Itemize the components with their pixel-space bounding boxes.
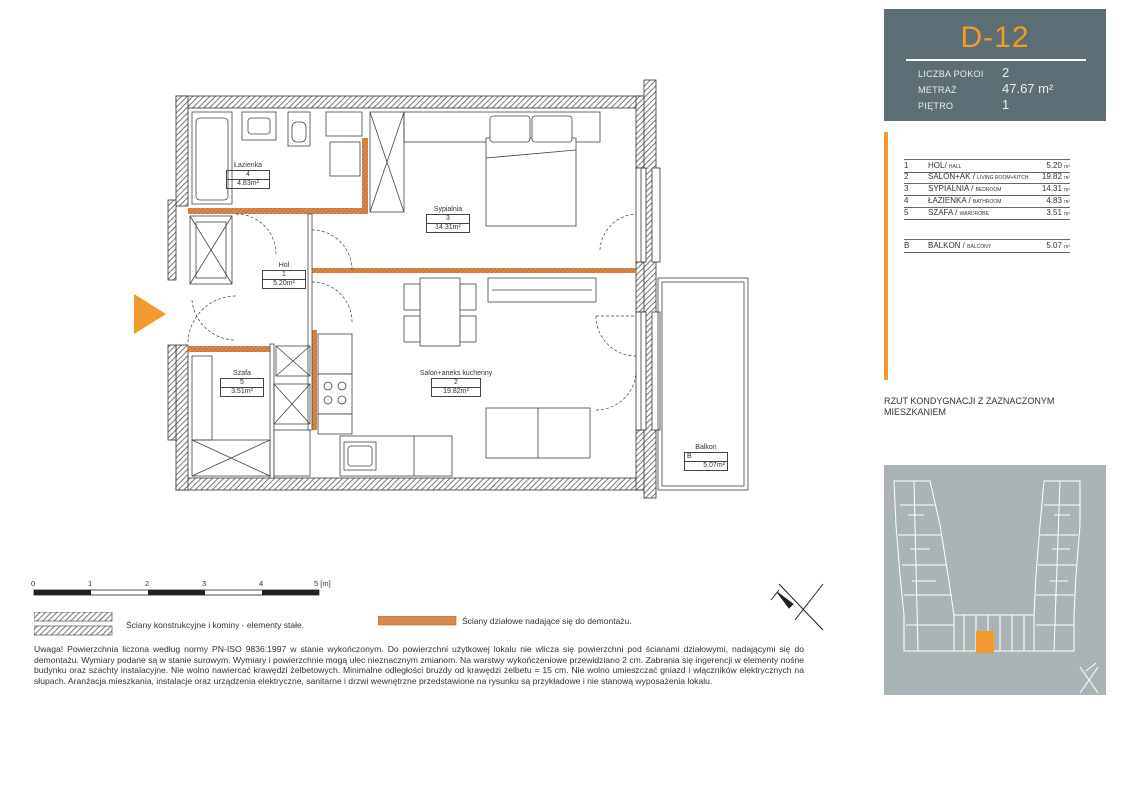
scale-tick: 1: [88, 579, 93, 588]
bathroom-fixtures: [192, 112, 362, 204]
scale-tick: 0: [31, 579, 36, 588]
row-area: 19.82: [1041, 172, 1062, 181]
row-unit: m²: [1064, 199, 1070, 205]
row-unit: m²: [1064, 175, 1070, 181]
apartment-header: [884, 9, 1106, 121]
stat-value: 2: [1002, 65, 1010, 80]
legend-structural-label: Ściany konstrukcyjne i kominy - elementy stałe.: [126, 620, 305, 630]
row-name-en: WARDROBE: [959, 211, 989, 217]
row-name-en: BALCONY: [967, 244, 992, 250]
room-no-sypialnia: 3: [427, 215, 469, 224]
room-name-szafa: Szafa: [233, 370, 251, 377]
north-arrow-small-icon: [1080, 663, 1098, 693]
room-name-hol: Hol: [278, 262, 290, 269]
room-area-sypialnia: 14.31m²: [435, 224, 461, 231]
apartment-code: D-12: [960, 21, 1030, 54]
row-number: 4: [904, 196, 909, 205]
room-area-balkon: 5.07m²: [703, 462, 725, 469]
row-name: SYPIALNIA /: [928, 184, 974, 193]
row-area: 14.31: [1041, 184, 1062, 193]
north-arrow-icon: [765, 580, 825, 632]
row-name: ŁAZIENKA /: [928, 196, 971, 205]
room-name-balkon: Balkon: [695, 444, 717, 451]
room-area-lazienka: 4.83m²: [237, 180, 259, 187]
room-area-szafa: 3.51m²: [231, 388, 253, 395]
row-number: 1: [904, 161, 909, 170]
key-plan: [884, 465, 1106, 695]
row-number: 2: [904, 172, 909, 181]
table-row: [904, 207, 1070, 220]
kitchen: [274, 334, 452, 476]
room-no-balkon: B: [685, 453, 727, 462]
row-unit: m²: [1064, 187, 1070, 193]
room-name-sypialnia: Sypialnia: [433, 206, 463, 213]
row-area: 4.83: [1046, 196, 1062, 205]
key-plan-drawing: [884, 465, 1106, 695]
stat-label: LICZBA POKOI: [918, 69, 984, 79]
stat-floor: [918, 99, 1088, 113]
scale-tick: 2: [145, 579, 150, 588]
entrance-arrow-icon: [134, 294, 166, 334]
legend-partition-label: Ściany działowe nadające się do demontażu.: [462, 616, 632, 626]
room-area-hol: 5.20m²: [273, 280, 295, 287]
row-unit: m²: [1064, 164, 1070, 170]
stat-label: METRAŻ: [918, 85, 957, 95]
stat-rooms: [918, 67, 1088, 81]
row-name-en: LIVING ROOM+KITCH.: [977, 175, 1030, 181]
legend-structural-swatch: [34, 612, 114, 638]
room-table: [884, 132, 1094, 382]
legend-partition-swatch: [378, 616, 458, 626]
scale-tick: 5 [m]: [314, 579, 331, 588]
row-unit: m²: [1064, 244, 1070, 250]
table-row-balcony: [904, 239, 1070, 253]
row-area: 5.07: [1046, 241, 1062, 250]
header-rule: [906, 59, 1086, 61]
row-number: 3: [904, 184, 909, 193]
room-name-lazienka: Łazienka: [233, 162, 263, 169]
stat-value: 1: [1002, 97, 1010, 112]
row-name-en: BEDROOM: [975, 187, 1002, 193]
room-no-szafa: 5: [221, 379, 263, 388]
disclaimer-note: Uwaga! Powierzchnia liczona według normy PN-ISO 9836:1997 w stanie wykończonym. Do powierzchni użytkowej lokalu nie wlicza się powierzchni pod ścianami działowymi, nadającymi się do demontażu. Wymiary podane są w stanie surowym. Wymiary i powierzchnie mogą ulec nieznacznym zmianom. Na warstwy wykończeniowe przewidziano 2 cm. Zabrania się ingerencji w elementy nośne budynku oraz szachty instalacyjne. Nie wolno nawiercać krawędzi żelbetowych. Minimalne odległości bruzdy od krawędzi żelbetu = 15 cm. Nie wolno umieszczać gniazd i włączników elektrycznych na słupach. Aranżacja mieszkania, instalacje oraz urządzenia elektryczne, sanitarne i drzwi wewnętrzne przedstawione na rysunku są przykładowe i nie stanową wyposażenia lokalu.: [34, 644, 804, 686]
row-number: B: [904, 241, 910, 250]
row-name: BALKON /: [928, 241, 965, 250]
room-no-salon: 2: [432, 379, 480, 388]
room-no-hol: 1: [263, 271, 305, 280]
bed: [486, 116, 576, 226]
stat-label: PIĘTRO: [918, 101, 954, 111]
room-name-salon: Salon+aneks kuchenny: [419, 370, 493, 377]
sofa: [486, 408, 590, 458]
scale-tick: 3: [202, 579, 207, 588]
room-area-salon: 19.82m²: [443, 388, 469, 395]
room-no-lazienka: 4: [227, 171, 269, 180]
apartment-marker: [976, 631, 994, 653]
row-name: SALON+AK /: [928, 172, 975, 181]
row-name: SZAFA /: [928, 208, 958, 217]
row-number: 5: [904, 208, 909, 217]
row-name-en: HALL: [948, 164, 962, 170]
row-unit: m²: [1064, 211, 1070, 217]
dining-set: [404, 278, 596, 346]
scale-tick: 4: [259, 579, 264, 588]
row-name-en: BATHROOM: [972, 199, 1002, 205]
accent-bar: [884, 132, 888, 380]
stat-value: 47.67 m²: [1002, 81, 1054, 96]
scale-bar: [30, 586, 330, 600]
row-area: 3.51: [1046, 208, 1062, 217]
row-area: 5.20: [1046, 161, 1062, 170]
stat-area: [918, 83, 1088, 97]
row-name: HOL/: [928, 161, 947, 170]
key-plan-title: RZUT KONDYGNACJI Z ZAZNACZONYM MIESZKANIEM: [884, 396, 1055, 417]
